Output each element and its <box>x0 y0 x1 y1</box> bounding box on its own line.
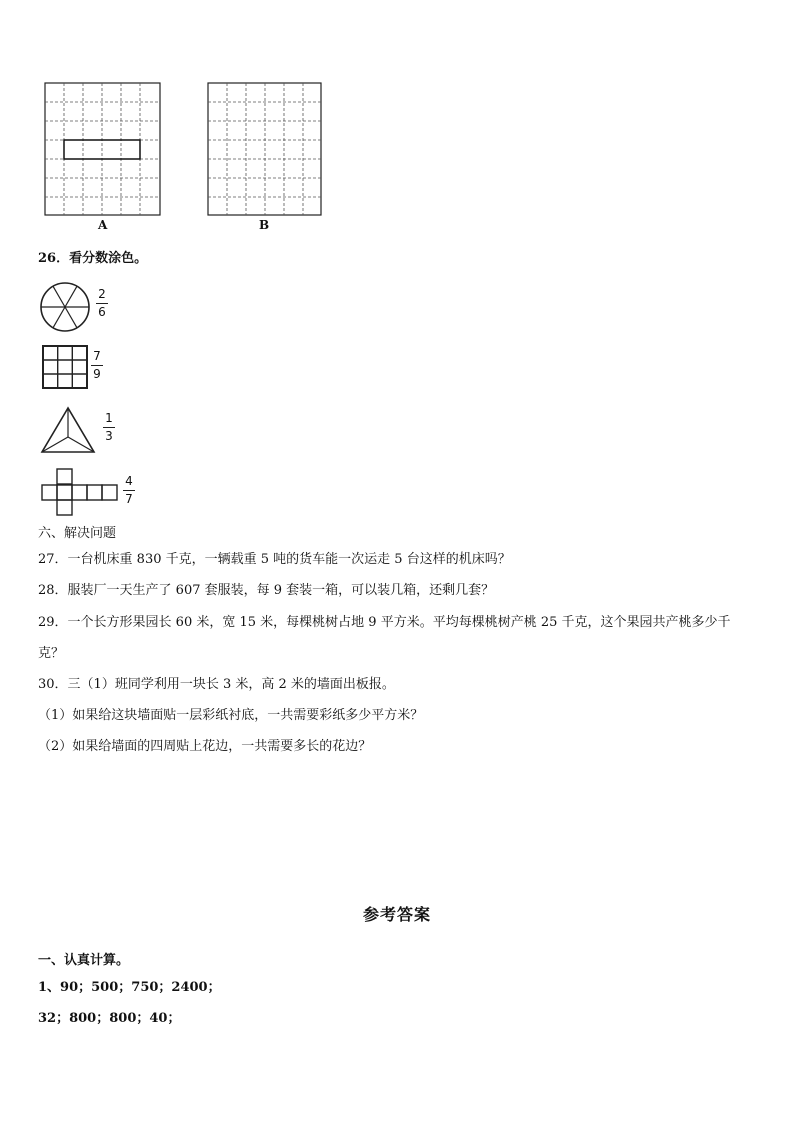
grid-b-label: B <box>259 218 270 232</box>
triangle-thirds-figure <box>40 406 96 454</box>
fraction-bar <box>91 365 103 366</box>
question-28: 28．服装厂一天生产了 607 套服装，每 9 套装一箱，可以装几箱，还剩几套？ <box>38 583 495 598</box>
section-6-heading: 六、解决问题 <box>38 526 117 541</box>
denominator: 6 <box>98 305 106 319</box>
question-29-continued: 克？ <box>38 646 65 661</box>
fraction-bar <box>96 303 108 304</box>
numerator: 7 <box>93 349 101 363</box>
grid-figure-b <box>207 82 323 216</box>
numerator: 2 <box>98 287 106 301</box>
denominator: 3 <box>105 429 113 443</box>
question-27: 27．一台机床重 830 千克，一辆载重 5 吨的货车能一次运走 5 台这样的机床吗？ <box>38 552 511 567</box>
fraction-bar <box>123 490 135 491</box>
fraction-4-7 <box>123 475 135 506</box>
question-29: 29．一个长方形果园长 60 米，宽 15 米，每棵桃树占地 9 平方米。平均每棵桃树产桃 25 千克，这个果园共产桃多少千 <box>38 615 731 630</box>
answer-line-1: 1、90；500；750；2400； <box>38 980 221 995</box>
numerator: 1 <box>105 411 113 425</box>
question-26: 26．看分数涂色。 <box>38 251 148 266</box>
answer-key-title: 参考答案 <box>362 905 431 924</box>
circle-sixths-figure <box>39 281 91 333</box>
denominator: 9 <box>93 367 101 381</box>
question-30: 30．三（1）班同学利用一块长 3 米，高 2 米的墙面出板报。 <box>38 677 395 692</box>
fraction-2-6 <box>96 288 108 319</box>
denominator: 7 <box>125 492 133 506</box>
answer-line-2: 32；800；800；40； <box>38 1011 181 1026</box>
answer-section-1-heading: 一、认真计算。 <box>38 953 130 968</box>
square-ninths-figure <box>42 345 88 389</box>
numerator: 4 <box>125 474 133 488</box>
grid-a-label: A <box>98 218 108 232</box>
fraction-7-9 <box>91 350 103 381</box>
fraction-bar <box>103 427 115 428</box>
question-30-part-1: （1）如果给这块墙面贴一层彩纸衬底，一共需要彩纸多少平方米？ <box>38 708 424 723</box>
grid-figure-a <box>44 82 162 216</box>
fraction-1-3 <box>103 412 115 443</box>
cube-net-sevenths-figure <box>41 468 121 518</box>
question-30-part-2: （2）如果给墙面的四周贴上花边，一共需要多长的花边？ <box>38 739 372 754</box>
